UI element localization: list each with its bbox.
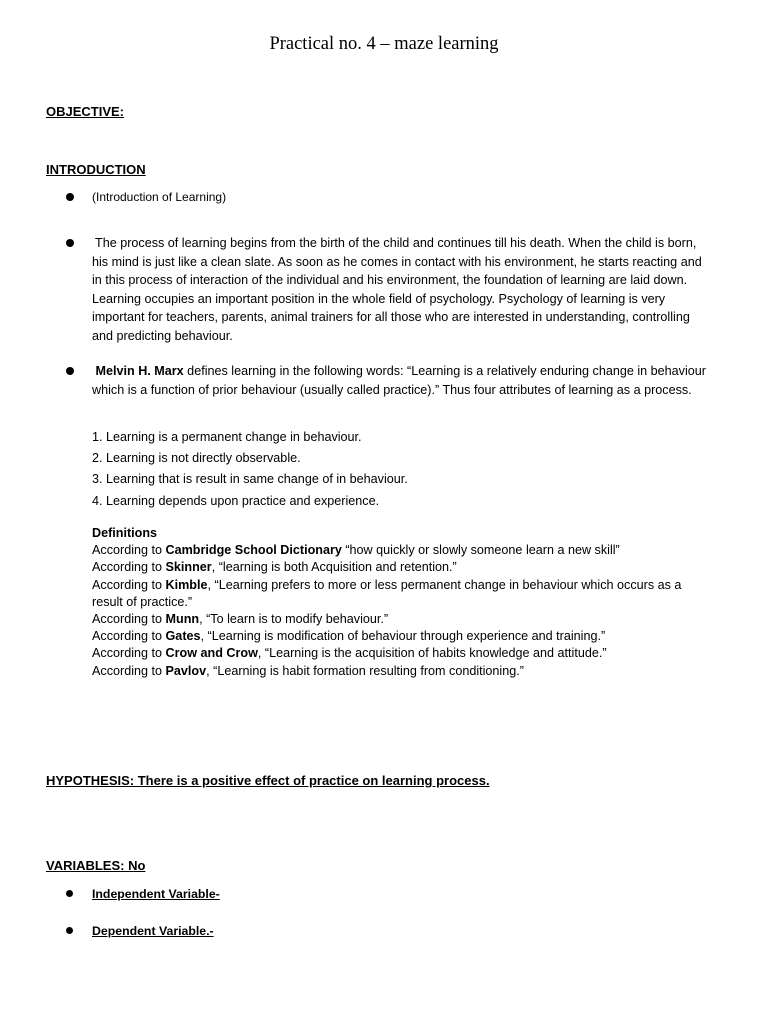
definitions-heading: Definitions xyxy=(92,526,158,540)
hypothesis-heading: HYPOTHESIS: There is a positive effect of practice on learning process. xyxy=(46,773,490,788)
list-item: 4. Learning depends upon practice and experience. xyxy=(92,493,380,508)
bullet-icon xyxy=(66,890,73,897)
bullet-icon xyxy=(66,239,74,247)
bullet-icon xyxy=(66,367,74,375)
marx-definition: defines learning in the following words: “Learning is a relatively enduring change in behaviour which is a function of prior behaviour (usually called practice).” Thus four attributes of learning as a process. xyxy=(92,364,706,397)
bullet-icon xyxy=(66,193,74,201)
page-title: Practical no. 4 – maze learning xyxy=(269,34,499,54)
list-item: 3. Learning that is result in same change of in behaviour. xyxy=(92,472,408,487)
definition-item: According to Skinner, “learning is both Acquisition and retention.” xyxy=(92,560,457,575)
bullet-icon xyxy=(66,927,73,934)
independent-variable: Independent Variable- xyxy=(92,887,220,901)
intro-bullet-process: The process of learning begins from the birth of the child and continues till his death. When the child is born, his mind is just like a clean slate. As soon as he comes in contact with his environment, he starts reacting and in this process of interaction of the individual and his environment, the foundation of learning are laid down. Learning occupies an important position in the whole field of psychology. Psychology of learning is very important for teachers, parents, animal trainers for all those who are interested in understanding, controlling and predicting behaviour. xyxy=(92,236,702,343)
introduction-heading: INTRODUCTION xyxy=(46,162,146,177)
marx-name: Melvin H. Marx xyxy=(95,364,184,378)
definition-item: According to Kimble, “Learning prefers to more or less permanent change in behaviour which occurs as a result of practice.” xyxy=(92,577,682,609)
definition-item: According to Gates, “Learning is modification of behaviour through experience and training.” xyxy=(92,629,606,644)
list-item: 2. Learning is not directly observable. xyxy=(92,451,301,466)
definition-item: According to Pavlov, “Learning is habit formation resulting from conditioning.” xyxy=(92,663,524,678)
intro-bullet-learning: (Introduction of Learning) xyxy=(92,190,227,204)
definition-item: According to Cambridge School Dictionary “how quickly or slowly someone learn a new skill” xyxy=(92,543,620,558)
objective-heading: OBJECTIVE: xyxy=(46,104,125,119)
variables-heading: VARIABLES: No xyxy=(46,858,146,873)
attributes-list xyxy=(92,428,712,513)
definition-item: According to Crow and Crow, “Learning is the acquisition of habits knowledge and attitude.” xyxy=(92,646,607,661)
intro-bullet-marx xyxy=(92,362,712,399)
definition-item: According to Munn, “To learn is to modify behaviour.” xyxy=(92,612,389,627)
list-item: 1. Learning is a permanent change in behaviour. xyxy=(92,430,362,444)
definitions-block xyxy=(92,525,712,680)
dependent-variable: Dependent Variable.- xyxy=(92,924,214,938)
